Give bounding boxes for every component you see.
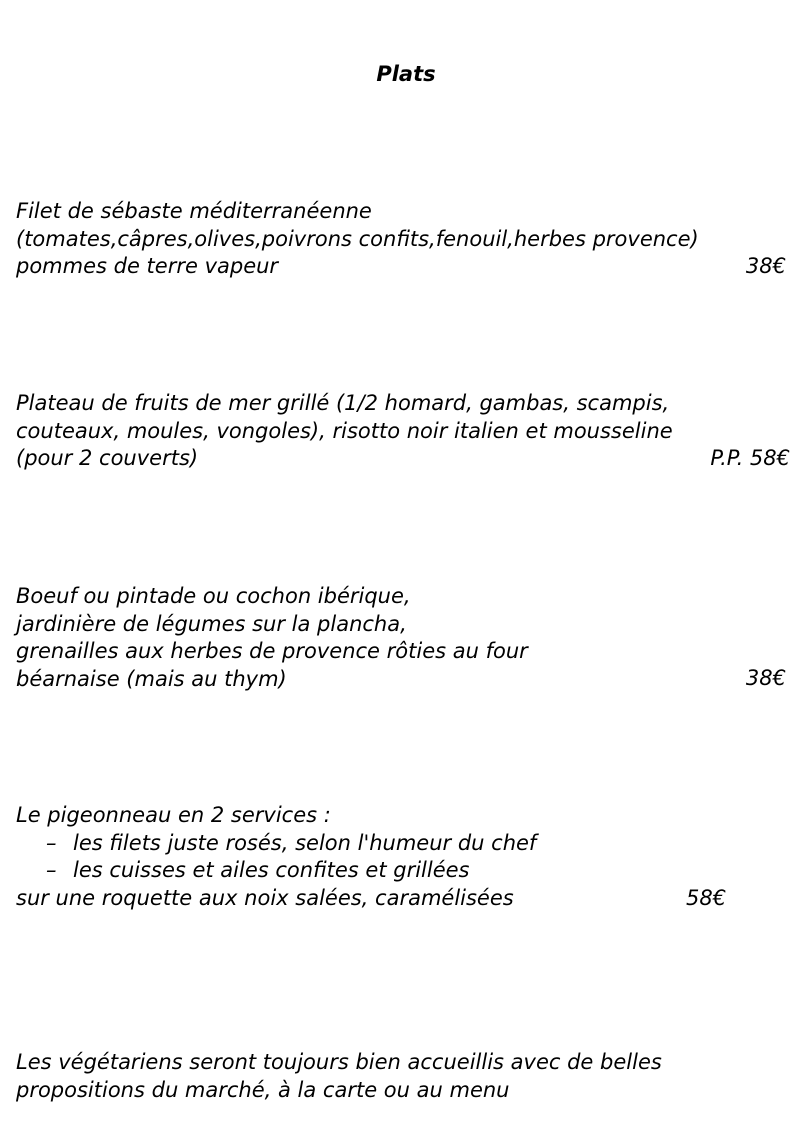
note-line: Les végétariens seront toujours bien accueillis avec de belles [16,1050,662,1074]
dish-name: Plateau de fruits de mer grillé (1/2 homard, gambas, scampis, [16,391,670,415]
menu-item-pigeon [16,802,536,912]
menu-item-fish [16,198,699,281]
dish-description: pommes de terre vapeur [16,254,279,278]
dish-description: grenailles aux herbes de provence rôties au four [16,639,528,663]
bullet-dash: – [46,858,57,882]
dish-name: Le pigeonneau en 2 services : [16,803,331,827]
bullet-dash: – [46,830,57,855]
sub-item-text: les filets juste rosés, selon l'humeur du chef [73,830,537,855]
sub-item [16,830,536,858]
dish-description: (tomates,câpres,olives,poivrons confits,fenouil,herbes provence) [16,226,699,251]
dish-description: (pour 2 couverts) [16,446,199,470]
note-line: propositions du marché, à la carte ou au menu [16,1077,510,1102]
dish-description: béarnaise (mais au thym) [16,666,287,691]
page-title: Plats [376,62,436,86]
sub-item-text: les cuisses et ailes confites et grillées [73,858,470,882]
dish-price: 38€ [745,254,786,278]
dish-price: 38€ [745,666,786,690]
sub-item [16,857,536,885]
dish-description: couteaux, moules, vongoles), risotto noir italien et mousseline [16,418,673,443]
dish-name: Boeuf ou pintade ou cochon ibérique, [16,584,411,608]
dish-price: P.P. 58€ [710,446,790,470]
dish-description: jardinière de légumes sur la plancha, [16,611,407,636]
dish-description: sur une roquette aux noix salées, caramélisées [16,885,514,910]
dish-name: Filet de sébaste méditerranéenne [16,199,372,223]
dish-price: 58€ [686,886,727,910]
menu-item-meat [16,583,528,693]
vegetarian-note [16,1049,662,1104]
menu-item-seafood-platter [16,390,673,473]
